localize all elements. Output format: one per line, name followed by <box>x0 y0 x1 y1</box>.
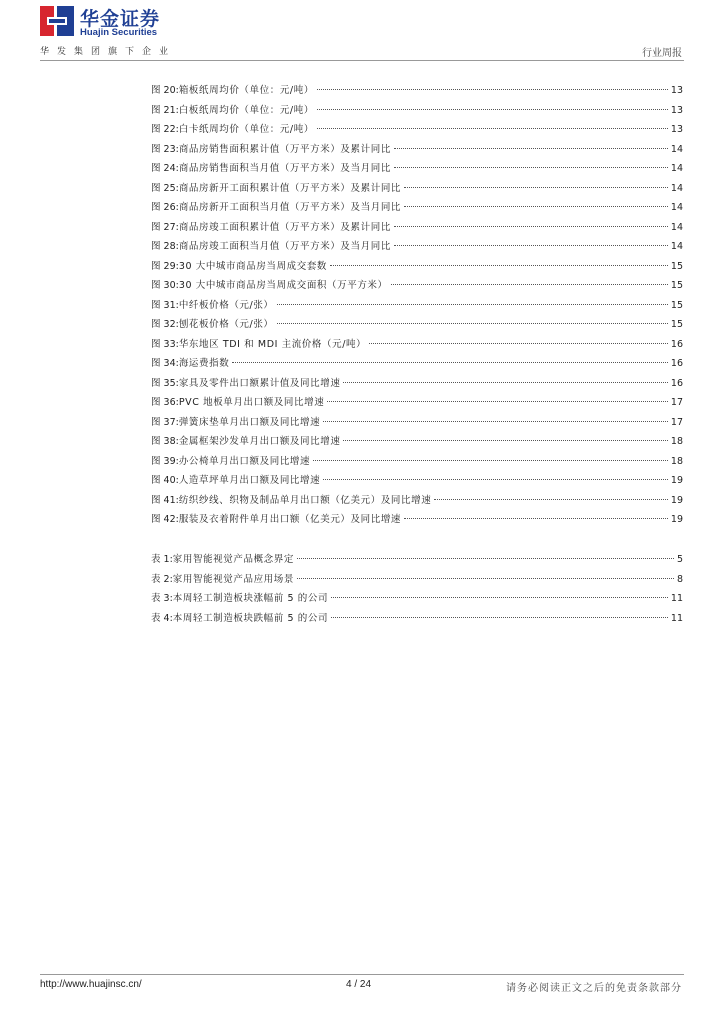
toc-title: 办公椅单月出口额及同比增速 <box>178 455 311 467</box>
figure-index <box>151 82 683 531</box>
dot-leader <box>343 382 667 383</box>
toc-entry[interactable] <box>151 551 683 571</box>
toc-entry[interactable] <box>151 160 683 180</box>
toc-title: 商品房新开工面积当月值（万平方米）及当月同比 <box>178 202 402 213</box>
toc-title: 商品房竣工面积当月值（万平方米）及当月同比 <box>178 241 391 252</box>
toc-label: 图 24: <box>151 163 179 174</box>
toc-entry[interactable] <box>151 238 683 258</box>
toc-title: 箱板纸周均价（单位：元/吨） <box>178 85 314 96</box>
toc-title: 人造草坪单月出口额及同比增速 <box>178 475 321 486</box>
toc-title: 中纤板价格（元/张） <box>178 299 274 311</box>
toc-label: 图 30: <box>151 280 179 291</box>
report-type: 行业周报 <box>642 48 682 59</box>
toc-entry[interactable] <box>151 414 683 434</box>
toc-title: 白板纸周均价（单位：元/吨） <box>178 104 314 116</box>
footer-divider <box>40 974 684 975</box>
toc-title: 商品房新开工面积累计值（万平方米）及累计同比 <box>178 182 402 194</box>
toc-page-number: 8 <box>676 573 683 585</box>
toc-page-number: 14 <box>670 143 683 155</box>
toc-title: 本周轻工制造板块跌幅前 5 的公司 <box>172 612 329 624</box>
dot-leader <box>327 401 668 402</box>
toc-label: 图 23: <box>151 143 179 155</box>
toc-entry[interactable] <box>151 453 683 473</box>
toc-label: 图 39: <box>151 455 179 467</box>
toc-page-number: 14 <box>670 202 683 213</box>
toc-entry[interactable] <box>151 121 683 141</box>
toc-label: 图 20: <box>151 85 179 96</box>
toc-title: 家用智能视觉产品应用场景 <box>172 573 294 585</box>
dot-leader <box>404 187 668 188</box>
toc-entry[interactable] <box>151 316 683 336</box>
dot-leader <box>317 89 668 90</box>
toc-entry[interactable] <box>151 219 683 239</box>
toc-title: 本周轻工制造板块涨幅前 5 的公司 <box>172 593 329 604</box>
footer-disclaimer: 请务必阅读正文之后的免责条款部分 <box>506 983 682 994</box>
toc-entry[interactable] <box>151 472 683 492</box>
toc-entry[interactable] <box>151 336 683 356</box>
dot-leader <box>323 479 668 480</box>
toc-page-number: 18 <box>670 455 683 467</box>
dot-leader <box>394 245 668 246</box>
toc-label: 图 28: <box>151 241 179 252</box>
dot-leader <box>313 460 668 461</box>
toc-title: 商品房竣工面积累计值（万平方米）及累计同比 <box>178 221 391 233</box>
toc-entry[interactable] <box>151 199 683 219</box>
toc-page-number: 17 <box>670 397 683 408</box>
toc-entry[interactable] <box>151 433 683 453</box>
dot-leader <box>297 578 674 579</box>
footer-page-indicator: 4 / 24 <box>346 979 372 990</box>
toc-title: 金属框架沙发单月出口额及同比增速 <box>178 436 341 447</box>
toc-page-number: 14 <box>670 163 683 174</box>
toc-page-number: 11 <box>670 593 683 604</box>
toc-title: 白卡纸周均价（单位：元/吨） <box>178 124 314 135</box>
dot-leader <box>434 499 668 500</box>
toc-entry[interactable] <box>151 180 683 200</box>
toc-title: 纺织纱线、织物及制品单月出口额（亿美元）及同比增速 <box>178 494 432 506</box>
toc-entry[interactable] <box>151 394 683 414</box>
dot-leader <box>232 362 668 363</box>
toc-title: 家用智能视觉产品概念界定 <box>172 554 294 565</box>
toc-title: 刨花板价格（元/张） <box>178 319 274 330</box>
toc-page-number: 19 <box>670 475 683 486</box>
toc-label: 图 29: <box>151 260 179 272</box>
dot-leader <box>323 421 668 422</box>
toc-title: 30 大中城市商品房当周成交套数 <box>178 260 328 272</box>
toc-entry[interactable] <box>151 571 683 591</box>
dot-leader <box>277 323 668 324</box>
toc-title: 海运费指数 <box>178 358 230 369</box>
toc-page-number: 16 <box>670 377 683 389</box>
page-header <box>0 0 724 62</box>
toc-entry[interactable] <box>151 82 683 102</box>
toc-label: 图 26: <box>151 202 179 213</box>
toc-label: 表 1: <box>151 554 173 565</box>
toc-title: 服装及衣着附件单月出口额（亿美元）及同比增速 <box>178 514 402 525</box>
toc-page-number: 11 <box>670 612 683 624</box>
dot-leader <box>394 167 668 168</box>
toc-entry[interactable] <box>151 141 683 161</box>
toc-entry[interactable] <box>151 375 683 395</box>
brand-name-cn: 华金证券 <box>80 8 161 30</box>
dot-leader <box>404 206 668 207</box>
dot-leader <box>404 518 668 519</box>
toc-label: 图 40: <box>151 475 179 486</box>
toc-entry[interactable] <box>151 277 683 297</box>
header-divider <box>40 60 684 61</box>
toc-page-number: 15 <box>670 299 683 311</box>
toc-label: 图 32: <box>151 319 179 330</box>
toc-page-number: 14 <box>670 241 683 252</box>
group-tagline: 华发集团旗下企业 <box>40 47 177 57</box>
toc-label: 图 36: <box>151 397 179 408</box>
toc-label: 表 3: <box>151 593 173 604</box>
toc-label: 表 2: <box>151 573 173 585</box>
dot-leader <box>317 109 668 110</box>
toc-page-number: 13 <box>670 124 683 135</box>
dot-leader <box>394 148 668 149</box>
dot-leader <box>330 265 668 266</box>
toc-label: 图 35: <box>151 377 179 389</box>
toc-page-number: 13 <box>670 104 683 116</box>
dot-leader <box>369 343 668 344</box>
toc-entry[interactable] <box>151 492 683 512</box>
toc-page-number: 14 <box>670 182 683 194</box>
toc-page-number: 19 <box>670 514 683 525</box>
toc-label: 表 4: <box>151 612 173 624</box>
dot-leader <box>391 284 668 285</box>
toc-label: 图 25: <box>151 182 179 194</box>
toc-label: 图 42: <box>151 514 179 525</box>
toc-page-number: 19 <box>670 494 683 506</box>
toc-label: 图 33: <box>151 338 179 350</box>
toc-page-number: 15 <box>670 260 683 272</box>
toc-entry[interactable] <box>151 102 683 122</box>
toc-label: 图 21: <box>151 104 179 116</box>
toc-page-number: 15 <box>670 280 683 291</box>
footer-website-link[interactable]: http://www.huajinsc.cn/ <box>40 979 142 990</box>
toc-title: 30 大中城市商品房当周成交面积（万平方米） <box>178 280 388 291</box>
toc-page-number: 15 <box>670 319 683 330</box>
toc-entry[interactable] <box>151 610 683 630</box>
table-index <box>151 551 683 629</box>
dot-leader <box>343 440 667 441</box>
toc-label: 图 38: <box>151 436 179 447</box>
toc-entry[interactable] <box>151 258 683 278</box>
toc-page-number: 18 <box>670 436 683 447</box>
toc-entry[interactable] <box>151 511 683 531</box>
toc-title: 家具及零件出口额累计值及同比增速 <box>178 377 341 389</box>
dot-leader <box>331 597 668 598</box>
toc-label: 图 41: <box>151 494 179 506</box>
toc-label: 图 31: <box>151 299 179 311</box>
dot-leader <box>394 226 668 227</box>
brand-name-en: Huajin Securities <box>80 27 158 38</box>
huajin-logo-icon <box>40 6 74 36</box>
toc-title: 弹簧床垫单月出口额及同比增速 <box>178 416 321 428</box>
dot-leader <box>317 128 668 129</box>
dot-leader <box>277 304 668 305</box>
toc-label: 图 27: <box>151 221 179 233</box>
toc-title: 商品房销售面积累计值（万平方米）及累计同比 <box>178 143 391 155</box>
toc-page-number: 16 <box>670 338 683 350</box>
toc-entry[interactable] <box>151 355 683 375</box>
toc-label: 图 37: <box>151 416 179 428</box>
toc-title: 商品房销售面积当月值（万平方米）及当月同比 <box>178 163 391 174</box>
toc-title: 华东地区 TDI 和 MDI 主流价格（元/吨） <box>178 338 367 350</box>
toc-page-number: 16 <box>670 358 683 369</box>
dot-leader <box>297 558 674 559</box>
toc-entry[interactable] <box>151 590 683 610</box>
toc-entry[interactable] <box>151 297 683 317</box>
toc-label: 图 22: <box>151 124 179 135</box>
toc-page-number: 14 <box>670 221 683 233</box>
toc-title: PVC 地板单月出口额及同比增速 <box>178 397 325 408</box>
toc-page-number: 5 <box>676 554 683 565</box>
toc-page-number: 17 <box>670 416 683 428</box>
toc-label: 图 34: <box>151 358 179 369</box>
toc-page-number: 13 <box>670 85 683 96</box>
dot-leader <box>331 617 668 618</box>
